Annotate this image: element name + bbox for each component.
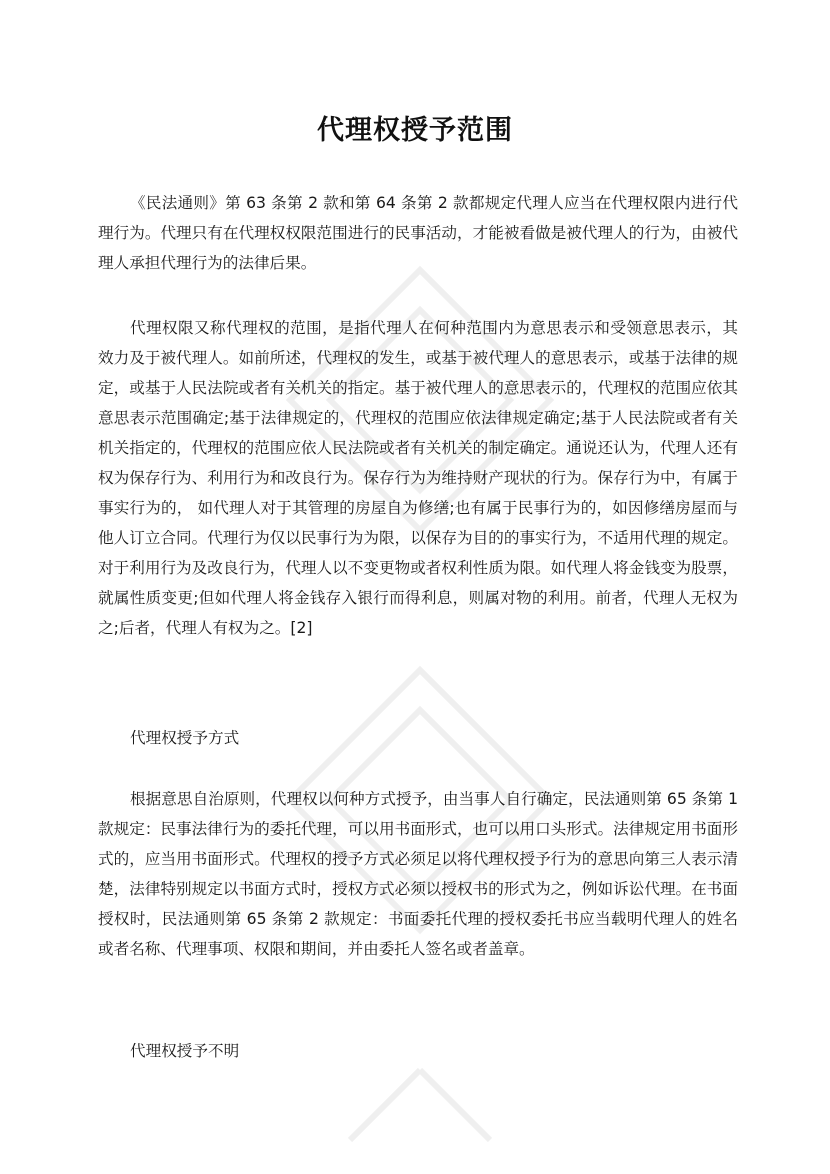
paragraph-grant-method: 根据意思自治原则，代理权以何种方式授予，由当事人自行确定，民法通则第 65 条第 1 款规定：民事法律行为的委托代理，可以用书面形式，也可以用口头形式。法律规定用书面形式的，应当用书面形式。代理权的授予方式必须足以将代理权授予行为的意思向第三人表示清楚，法律特别规定以书面方式时，授权方式必须以授权书的形式为之，例如诉讼代理。在书面授权时，民法通则第 65 条第 2 款规定：书面委托代理的授权委托书应当载明代理人的姓名或者名称、代理事项、权限和期间，并由委托人签名或者盖章。	[98, 790, 738, 958]
section-heading-grant-method: 代理权授予方式	[130, 729, 240, 747]
page-title: 代理权授予范围	[317, 115, 513, 146]
paragraph-scope: 代理权限又称代理权的范围，是指代理人在何种范围内为意思表示和受领意思表示，其效力及于被代理人。如前所述，代理权的发生，或基于被代理人的意思表示，或基于法律的规定，或基于人民法院或者有关机关的指定。基于被代理人的意思表示的，代理权的范围应依其意思表示范围确定;基于法律规定的，代理权的范围应依法律规定确定;基于人民法院或者有关机关指定的，代理权的范围应依人民法院或者有关机关的制定确定。通说还认为，代理人还有权为保存行为、利用行为和改良行为。保存行为为维持财产现状的行为。保存行为中，有属于事实行为的， 如代理人对于其管理的房屋自为修缮;也有属于民事行为的，如因修缮房屋而与他人订立合同。代理行为仅以民事行为为限，以保存为目的的事实行为，不适用代理的规定。对于利用行为及改良行为，代理人以不变更物或者权利性质为限。如代理人将金钱变为股票，就属性质变更;但如代理人将金钱存入银行而得利息，则属对物的利用。前者，代理人无权为之;后者，代理人有权为之。[2]	[98, 319, 738, 637]
section-heading-grant-unclear: 代理权授予不明	[130, 1042, 240, 1060]
paragraph-intro: 《民法通则》第 63 条第 2 款和第 64 条第 2 款都规定代理人应当在代理权限内进行代理行为。代理只有在代理权权限范围进行的民事活动，才能被看做是被代理人的行为，由被代理人承担代理行为的法律后果。	[98, 194, 738, 272]
